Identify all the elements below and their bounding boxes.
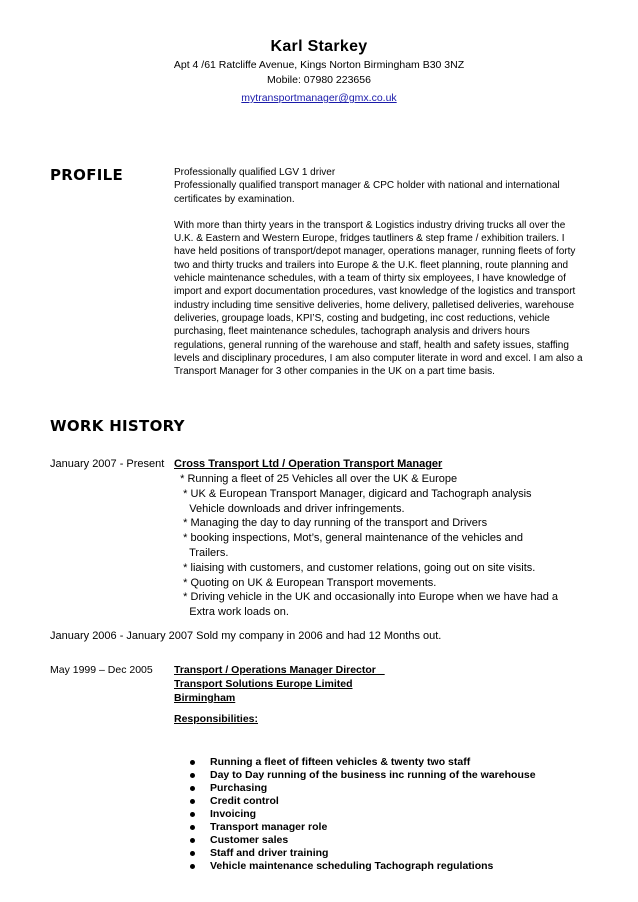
bullet-icon <box>190 773 195 778</box>
list-item <box>190 808 536 821</box>
bullet-icon <box>190 760 195 765</box>
list-item <box>190 860 536 873</box>
list-item-text: Transport manager role <box>210 821 328 833</box>
duty-line: * Managing the day to day running of the transport and Drivers <box>174 517 488 530</box>
candidate-name: Karl Starkey <box>270 38 368 55</box>
company-name: Transport Solutions Europe Limited <box>174 678 353 690</box>
job-duties <box>174 472 594 620</box>
duty-line: * booking inspections, Mot’s, general maintenance of the vehicles and <box>174 532 523 545</box>
duty-line: Vehicle downloads and driver infringements. <box>174 502 405 515</box>
list-item-text: Day to Day running of the business inc running of the warehouse <box>210 769 536 781</box>
bullet-icon <box>190 825 195 830</box>
profile-heading: PROFILE <box>50 166 124 184</box>
list-item-text: Staff and driver training <box>210 847 329 859</box>
profile-line: Professionally qualified LGV 1 driver <box>174 167 336 178</box>
list-item <box>190 756 536 769</box>
email-link[interactable]: mytransportmanager@gmx.co.uk <box>241 92 397 104</box>
profile-paragraph: With more than thirty years in the transport & Logistics industry driving trucks all over the U.K. & Eastern and Western Europe, fridges tautliners & step frame / exhibition trailers. I have held positions of transport/depot manager, operations manager, running fleets of forty two and thirty trucks and trailers into Europe & the U.K. fleet planning, route planning and vehicle maintenance schedules, with a team of thirty six employees, I have knowledge of import and export documentation procedures, vast knowledge of the logistics and transport industry including time sensitive deliveries, home delivery, palletised deliveries, warehouse deliveries, groupage loads, KPI’S, costing and budgeting, inc cost reductions, vehicle purchasing, fleet maintenance schedules, tachograph analysis and drivers hours regulations, general running of the warehouse and staff, health and safety issues, staffing levels and disciplinary procedures, I am also computer literate in word and excel. I am also a Transport Manager for 3 other companies in the UK on a part time basis. <box>174 219 583 378</box>
list-item-text: Purchasing <box>210 782 268 794</box>
duty-line: Trailers. <box>174 546 229 559</box>
profile-body <box>174 166 584 378</box>
duty-line: * Quoting on UK & European Transport movements. <box>174 576 437 589</box>
bullet-icon <box>190 799 195 804</box>
responsibilities-heading: Responsibilities: <box>174 713 259 725</box>
duty-line: Extra work loads on. <box>174 606 289 619</box>
list-item <box>190 821 536 834</box>
company-city: Birmingham <box>174 692 236 704</box>
list-item <box>190 769 536 782</box>
profile-line: Professionally qualified transport manager & CPC holder with national and international certificates by examination. <box>174 180 560 205</box>
list-item <box>190 782 536 795</box>
job-date: May 1999 – Dec 2005 <box>50 664 153 676</box>
duty-line: * liaising with customers, and customer relations, going out on site visits. <box>174 561 536 574</box>
duty-line: * UK & European Transport Manager, digicard and Tachograph analysis <box>174 487 532 500</box>
duty-line: * Running a fleet of 25 Vehicles all over the UK & Europe <box>174 473 458 485</box>
job-title: Transport / Operations Manager Director _ <box>174 664 385 676</box>
bullet-icon <box>190 786 195 791</box>
list-item-text: Customer sales <box>210 834 289 846</box>
responsibilities-list <box>190 756 536 873</box>
duty-line: * Driving vehicle in the UK and occasionally into Europe when we have had a <box>174 591 559 604</box>
list-item-text: Vehicle maintenance scheduling Tachograph regulations <box>210 860 494 872</box>
job-gap-line: January 2006 - January 2007 Sold my company in 2006 and had 12 Months out. <box>50 630 442 642</box>
mobile-number: Mobile: 07980 223656 <box>267 74 371 86</box>
job-date: January 2007 - Present <box>50 458 165 470</box>
bullet-icon <box>190 864 195 869</box>
list-item <box>190 834 536 847</box>
list-item-text: Running a fleet of fifteen vehicles & twenty two staff <box>210 756 471 768</box>
email-row <box>0 88 638 106</box>
job-title: Cross Transport Ltd / Operation Transport Manager <box>174 458 443 470</box>
work-history-heading: WORK HISTORY <box>50 417 185 435</box>
bullet-icon <box>190 851 195 856</box>
list-item-text: Credit control <box>210 795 279 807</box>
bullet-icon <box>190 838 195 843</box>
list-item <box>190 795 536 808</box>
list-item <box>190 847 536 860</box>
bullet-icon <box>190 812 195 817</box>
address: Apt 4 /61 Ratcliffe Avenue, Kings Norton Birmingham B30 3NZ <box>173 59 465 71</box>
list-item-text: Invoicing <box>210 808 257 820</box>
